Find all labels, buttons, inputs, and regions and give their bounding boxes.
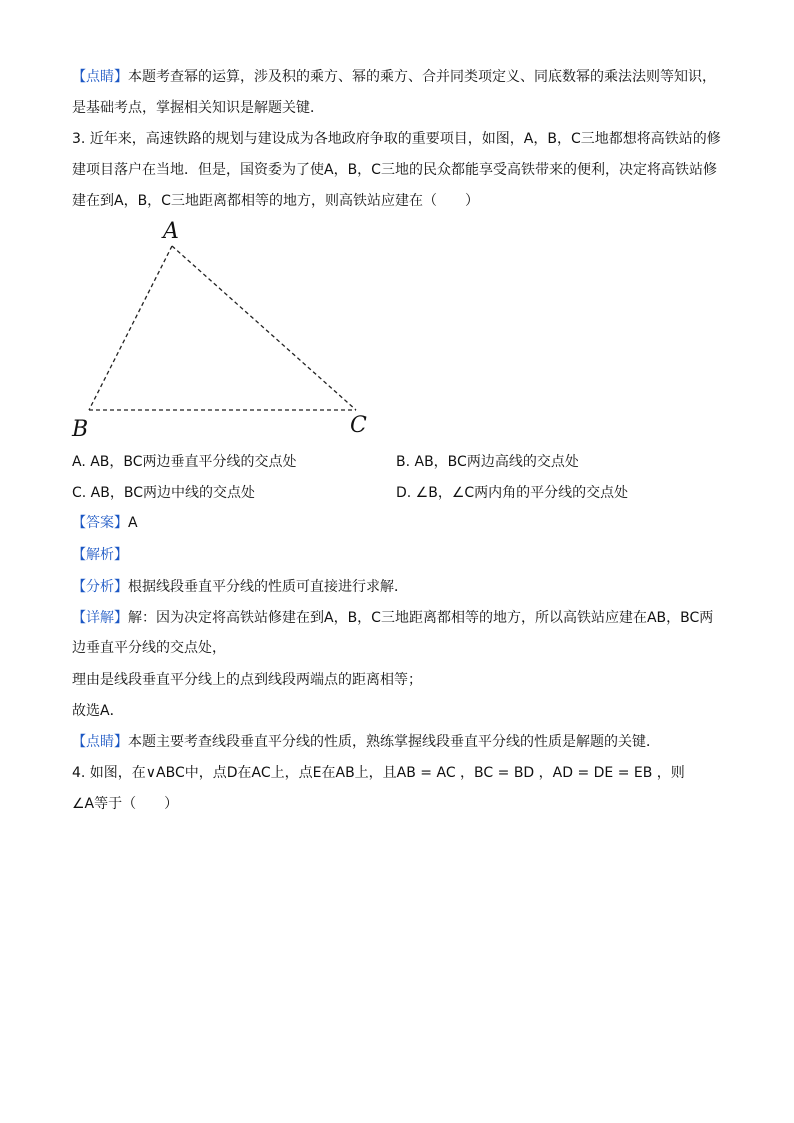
- dianjing-1-line2: 是基础考点，掌握相关知识是解题关键．: [72, 100, 324, 116]
- dianjing-tag: 【点睛】: [72, 69, 128, 85]
- xiangjie-text: 解：因为决定将高铁站修建在到A，B，C三地距离都相等的地方，所以高铁站应建在AB，BC两: [128, 610, 714, 626]
- side-ac: [172, 246, 356, 410]
- question-3-line2: 建项目落户在当地．但是，国资委为了使A，B，C三地的民众都能享受高铁带来的便利，决定将高铁站修: [72, 162, 717, 178]
- option-b: B. AB，BC两边高线的交点处: [396, 454, 579, 470]
- answer-value: A: [128, 515, 138, 531]
- xiangjie-line4: 故选A．: [72, 703, 124, 719]
- option-c: C. AB，BC两边中线的交点处: [72, 485, 255, 501]
- answer-tag: 【答案】: [72, 515, 128, 531]
- xiangjie-line3: 理由是线段垂直平分线上的点到线段两端点的距离相等；: [72, 672, 422, 688]
- option-d: D. ∠B，∠C两内角的平分线的交点处: [396, 485, 629, 501]
- xiangjie-tag: 【详解】: [72, 610, 128, 626]
- vertex-label-a: A: [163, 219, 179, 244]
- dianjing2-tag: 【点睛】: [72, 734, 128, 750]
- vertex-label-b: B: [72, 417, 89, 442]
- fenxi-line: [72, 577, 408, 597]
- option-a: A. AB，BC两边垂直平分线的交点处: [72, 454, 297, 470]
- jiexi-line: [72, 545, 128, 565]
- jiexi-tag: 【解析】: [72, 547, 128, 563]
- xiangjie-line1: [72, 608, 713, 628]
- question-3-line3: 建在到A，B，C三地距离都相等的地方，则高铁站应建在（ ）: [72, 193, 479, 209]
- question-4-line1: 4. 如图，在∨ABC中，点D在AC上，点E在AB上，且AB = AC ，BC = BD ，AD = DE = EB ，则: [72, 765, 685, 781]
- question-4-line2: ∠A等于（ ）: [72, 796, 179, 812]
- question-3-line1: 3. 近年来，高速铁路的规划与建设成为各地政府争取的重要项目，如图，A，B，C三地都想将高铁站的修: [72, 131, 721, 147]
- dianjing2-text: 本题主要考查线段垂直平分线的性质，熟练掌握线段垂直平分线的性质是解题的关键．: [128, 734, 660, 750]
- fenxi-tag: 【分析】: [72, 579, 128, 595]
- vertex-label-c: C: [350, 413, 367, 438]
- dianjing-text: 本题考查幂的运算，涉及积的乘方、幂的乘方、合并同类项定义、同底数幂的乘法法则等知识，: [128, 69, 716, 85]
- fenxi-text: 根据线段垂直平分线的性质可直接进行求解．: [128, 579, 408, 595]
- xiangjie-line2: 边垂直平分线的交点处，: [72, 640, 226, 656]
- side-ab: [89, 246, 172, 410]
- dianjing-2-line: [72, 732, 660, 752]
- answer-line: [72, 513, 138, 533]
